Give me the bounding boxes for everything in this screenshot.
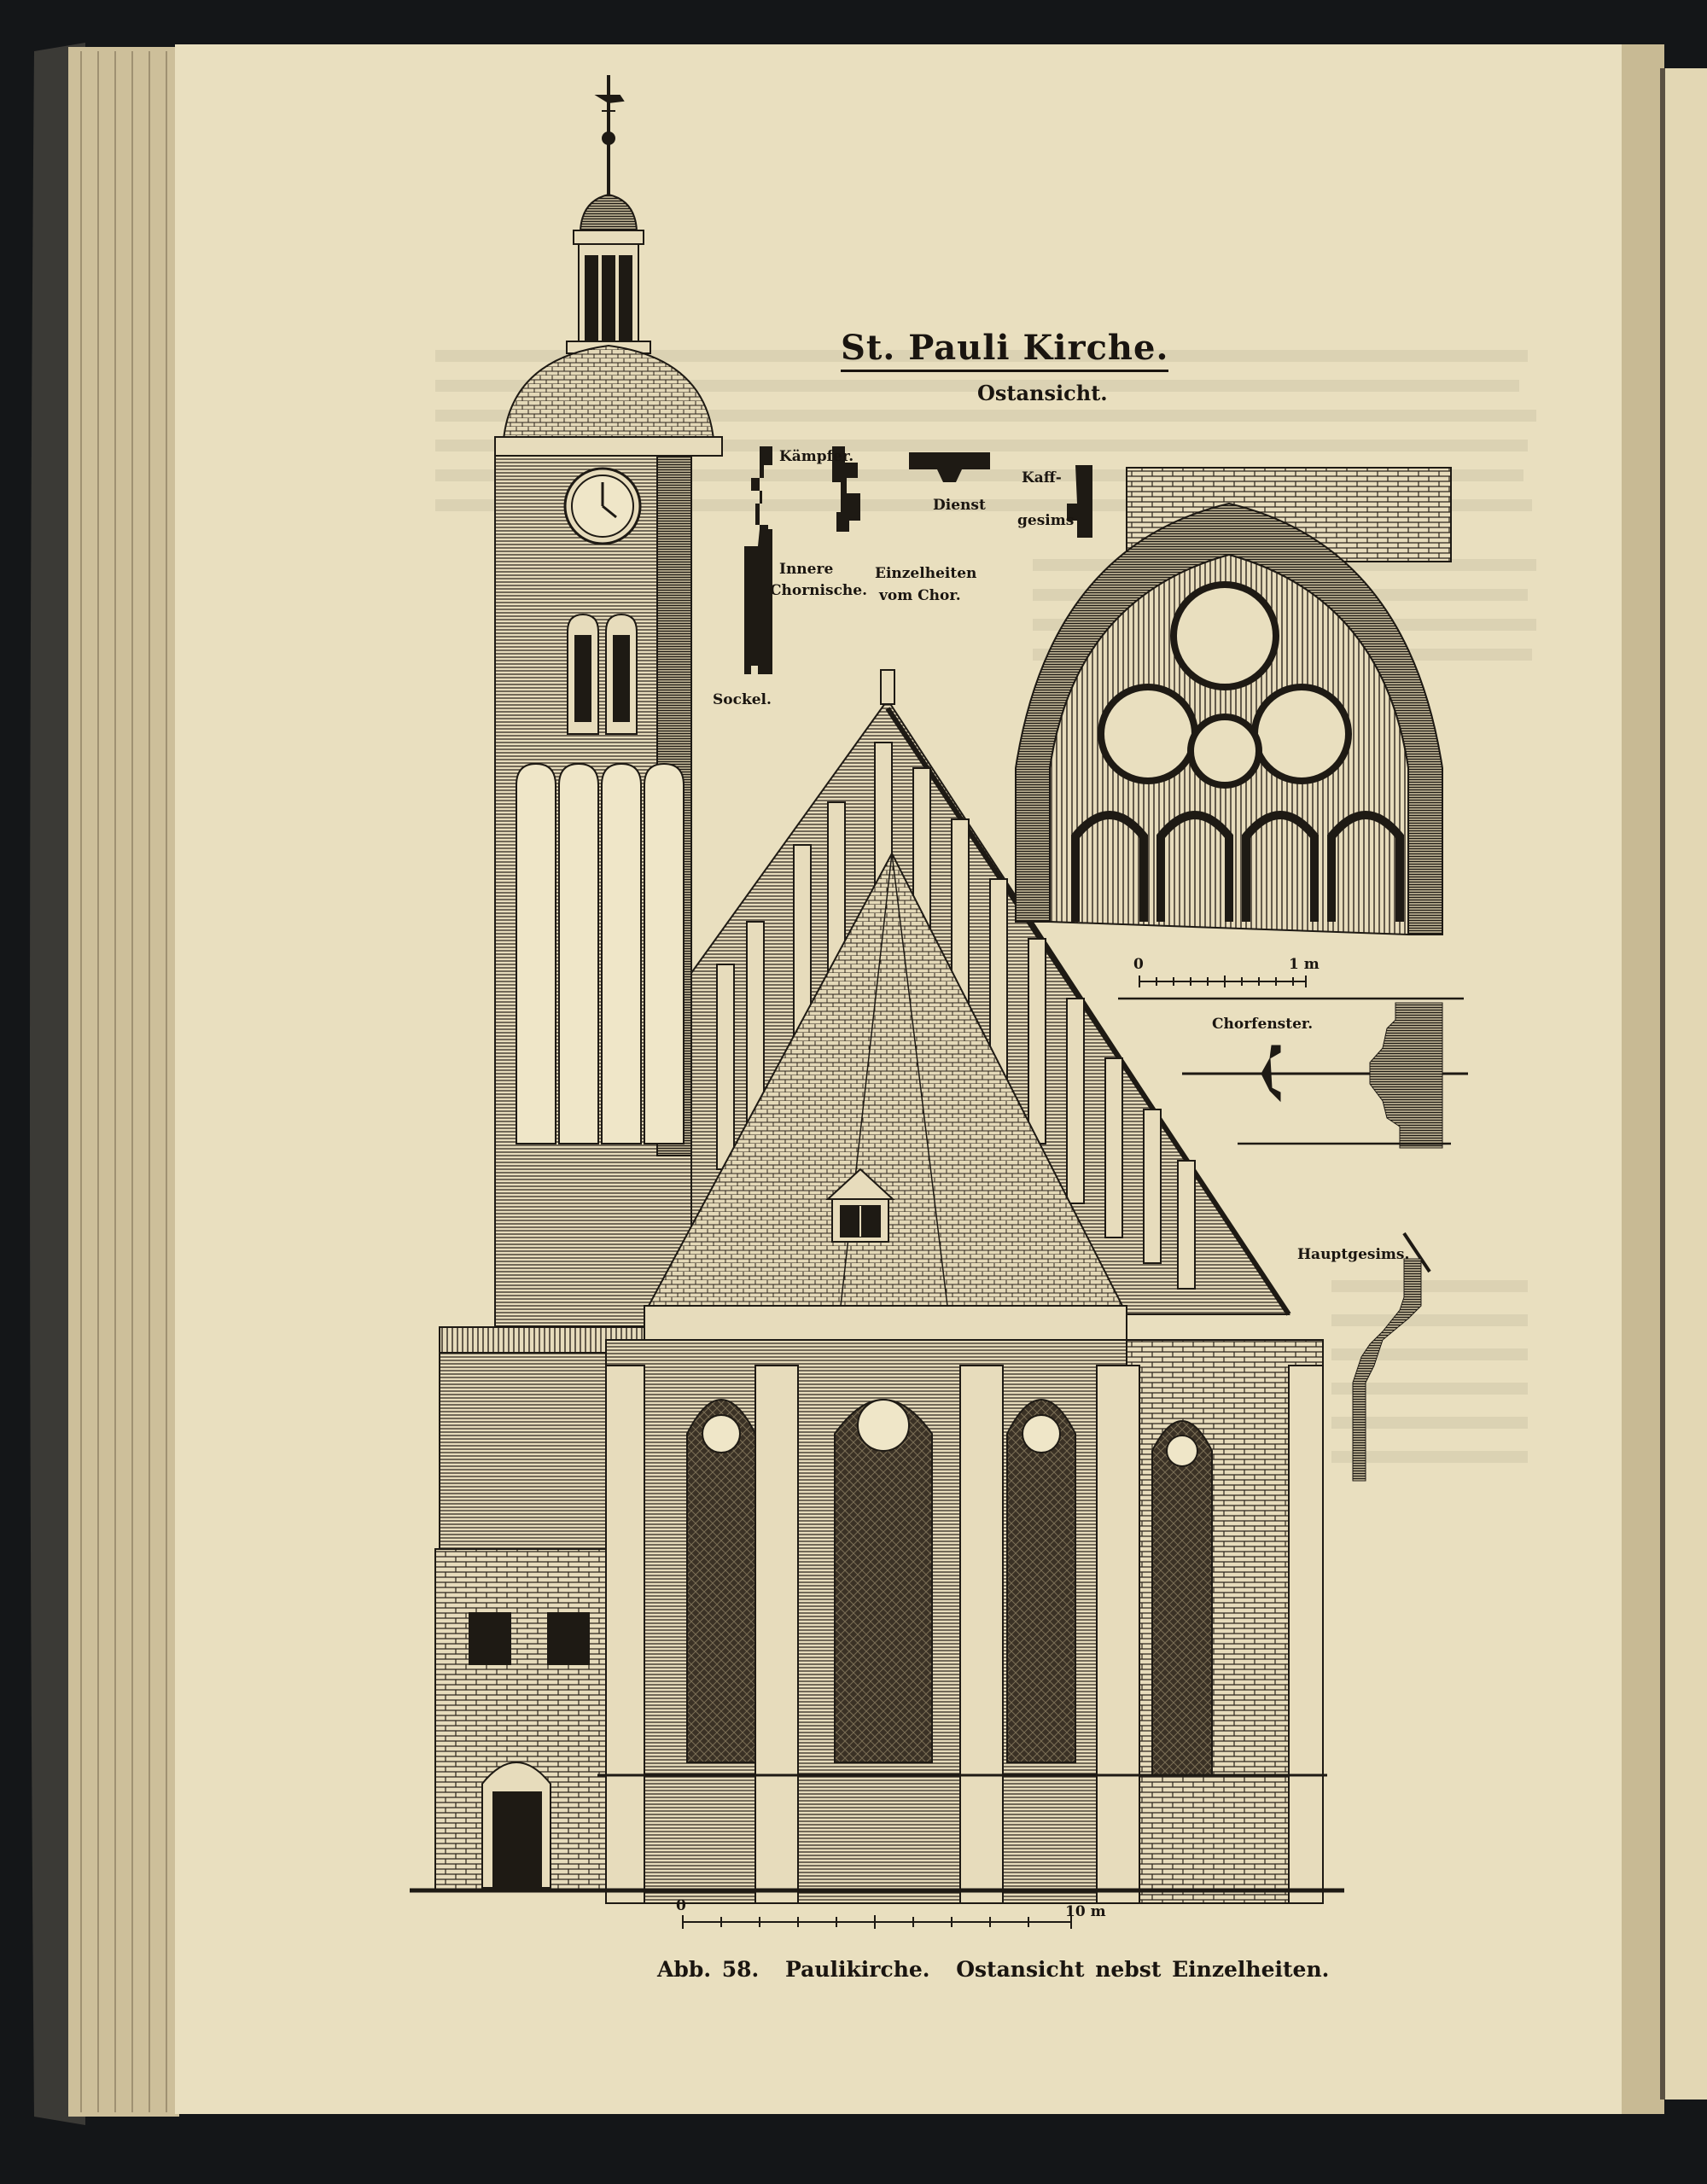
scale-large-end: 10 m	[1065, 1903, 1106, 1920]
figure-caption	[657, 1957, 1344, 1982]
caption-number: Abb. 58.	[657, 1957, 760, 1982]
caption-description: Ostansicht nebst Einzelheiten.	[956, 1957, 1330, 1982]
figure-title: St. Pauli Kirche.	[841, 328, 1168, 372]
label-dienst: Dienst	[933, 497, 986, 514]
label-einzelheiten-1: Einzelheiten	[875, 565, 977, 582]
label-kaffgesims-2: gesims	[1017, 512, 1075, 529]
label-sockel: Sockel.	[713, 691, 772, 708]
label-innere-1: Innere	[779, 561, 834, 578]
label-kaempfer: Kämpfer.	[779, 448, 854, 465]
label-innere-2: Chornische.	[770, 582, 868, 599]
label-kaffgesims-1: Kaff-	[1022, 469, 1062, 486]
detail-innere-chornische	[744, 529, 772, 674]
scale-small-end: 1 m	[1289, 956, 1320, 973]
caption-name: Paulikirche.	[784, 1957, 930, 1982]
label-hauptgesims: Hauptgesims.	[1297, 1246, 1410, 1263]
label-chorfenster: Chorfenster.	[1212, 1016, 1314, 1033]
label-einzelheiten-2: vom Chor.	[879, 587, 961, 604]
scale-small-start: 0	[1133, 956, 1144, 973]
scale-large-start: 0	[676, 1897, 686, 1914]
figure-subtitle: Ostansicht.	[977, 381, 1108, 405]
